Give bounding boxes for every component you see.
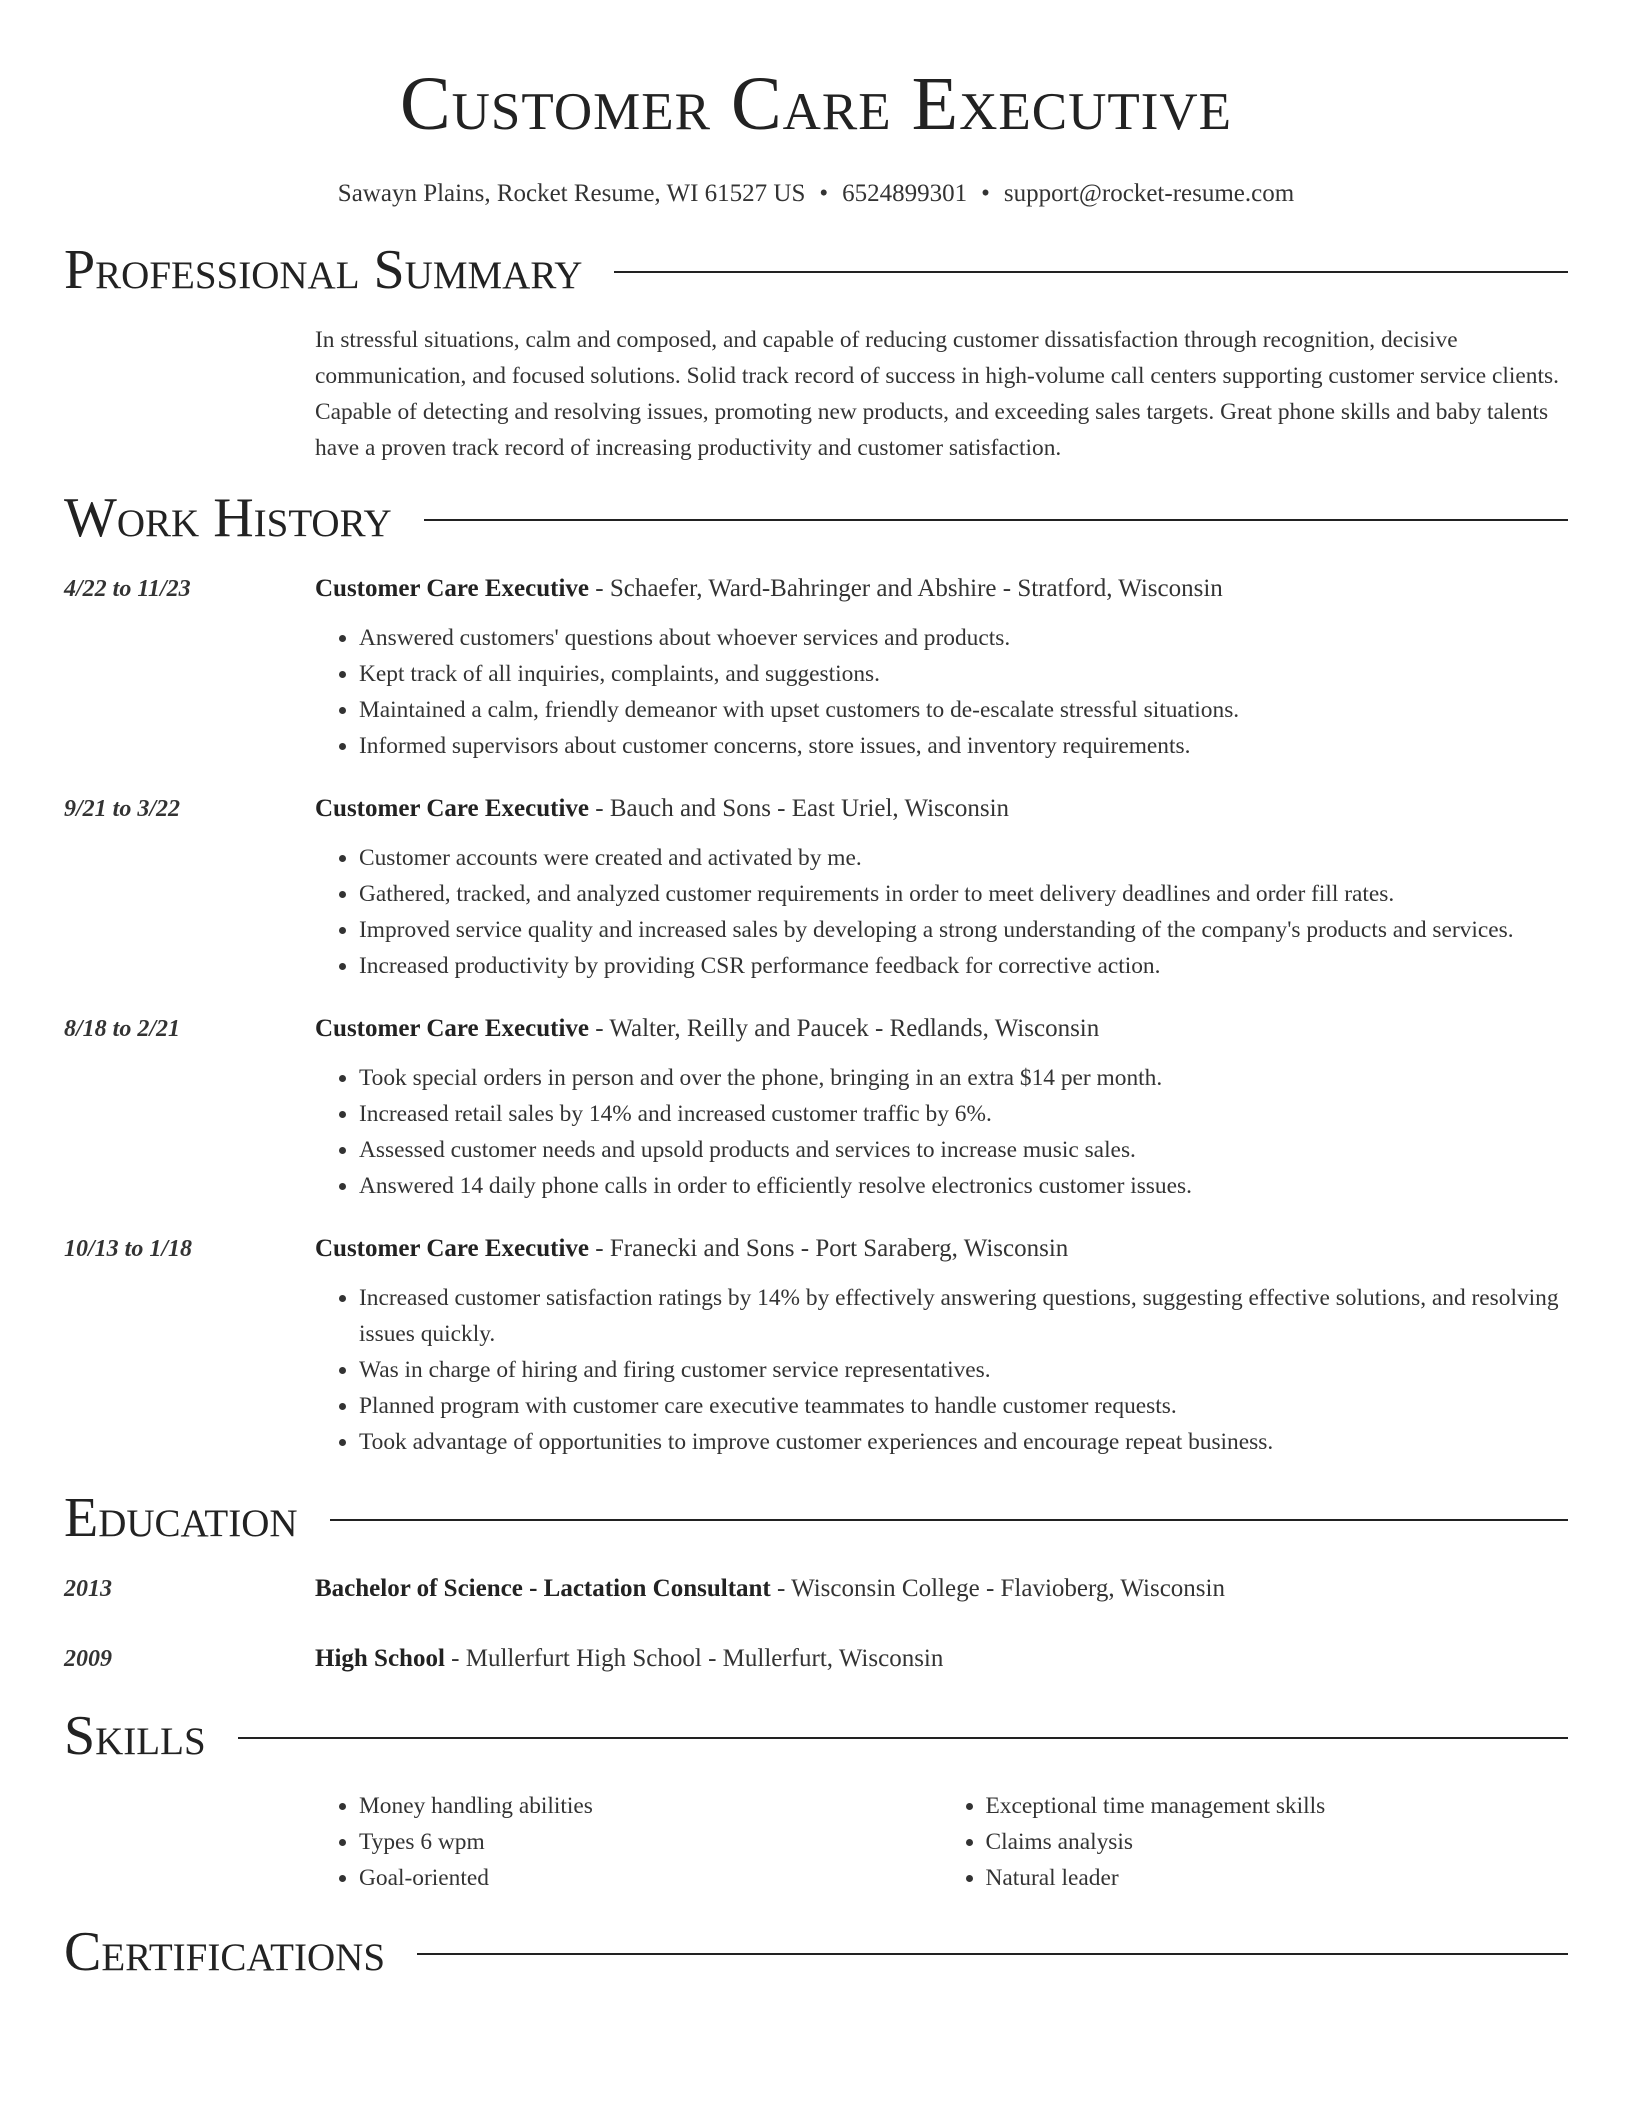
job-bullet: • Kept track of all inquiries, complaints, and suggestions. (359, 656, 1568, 692)
skill-item: • Exceptional time management skills (986, 1788, 1569, 1824)
job-bullet: • Maintained a calm, friendly demeanor with upset customers to de-escalate stressful situations. (359, 692, 1568, 728)
section-title-work: Work History (64, 487, 392, 549)
section-divider (417, 1953, 1568, 1955)
job-bullet: • Took advantage of opportunities to improve customer experiences and encourage repeat business. (359, 1424, 1568, 1460)
job-employer: - Schaefer, Ward-Bahringer and Abshire - Stratford, Wisconsin (589, 575, 1223, 602)
job-entry (64, 1012, 1568, 1204)
skill-item: • Types 6 wpm (359, 1824, 942, 1860)
education-section-header (64, 1488, 1568, 1548)
job-bullet: • Gathered, tracked, and analyzed customer requirements in order to meet delivery deadlines and order fill rates. (359, 876, 1568, 912)
job-body (315, 572, 1568, 764)
job-bullets (315, 1280, 1568, 1460)
job-employer: - Bauch and Sons - East Uriel, Wisconsin (589, 795, 1010, 822)
skills-column-left (315, 1788, 942, 1896)
job-dates: 9/21 to 3/22 (64, 796, 181, 822)
education-school: - Wisconsin College - Flavioberg, Wisconsin (770, 1575, 1225, 1602)
certifications-section-header (64, 1922, 1568, 1982)
phone-text: 6524899301 (842, 180, 968, 207)
section-title-certifications: Certifications (64, 1921, 386, 1983)
job-body (315, 1012, 1568, 1204)
education-body (315, 1572, 1568, 1606)
section-title-skills: Skills (64, 1705, 206, 1767)
job-bullet: • Increased retail sales by 14% and increased customer traffic by 6%. (359, 1096, 1568, 1132)
summary-section-header (64, 240, 1568, 300)
job-role: Customer Care Executive (315, 795, 590, 822)
job-bullets (315, 620, 1568, 764)
job-bullet: • Planned program with customer care executive teammates to handle customer requests. (359, 1388, 1568, 1424)
job-role: Customer Care Executive (315, 1015, 590, 1042)
job-bullet: • Answered customers' questions about whoever services and products. (359, 620, 1568, 656)
education-year: 2013 (64, 1576, 112, 1602)
education-year: 2009 (64, 1646, 112, 1672)
job-title-line (315, 1232, 1568, 1266)
skill-item: • Goal-oriented (359, 1860, 942, 1896)
job-entry (64, 1232, 1568, 1460)
job-dates: 10/13 to 1/18 (64, 1236, 193, 1262)
job-entry (64, 792, 1568, 984)
job-bullet: • Customer accounts were created and activated by me. (359, 840, 1568, 876)
job-title-line (315, 572, 1568, 606)
education-entry (64, 1642, 1568, 1676)
job-bullet: • Informed supervisors about customer concerns, store issues, and inventory requirements. (359, 728, 1568, 764)
job-entry (64, 572, 1568, 764)
job-employer: - Franecki and Sons - Port Saraberg, Wisconsin (589, 1235, 1069, 1262)
skills-section-header (64, 1706, 1568, 1766)
skill-item: • Natural leader (986, 1860, 1569, 1896)
job-bullet: • Was in charge of hiring and firing customer service representatives. (359, 1352, 1568, 1388)
education-entry (64, 1572, 1568, 1606)
address-text: Sawayn Plains, Rocket Resume, WI 61527 US (337, 180, 806, 207)
section-title-summary: Professional Summary (64, 239, 583, 301)
job-bullet: • Assessed customer needs and upsold products and services to increase music sales. (359, 1132, 1568, 1168)
job-bullets (315, 840, 1568, 984)
section-title-education: Education (64, 1487, 298, 1549)
job-bullet: • Took special orders in person and over the phone, bringing in an extra $14 per month. (359, 1060, 1568, 1096)
skill-item: • Money handling abilities (359, 1788, 942, 1824)
job-bullet: • Answered 14 daily phone calls in order to efficiently resolve electronics customer issues. (359, 1168, 1568, 1204)
job-bullet: • Improved service quality and increased sales by developing a strong understanding of the company's products and services. (359, 912, 1568, 948)
job-bullet: • Increased customer satisfaction ratings by 14% by effectively answering questions, suggesting effective solutions, and resolving issues quickly. (359, 1280, 1568, 1352)
work-section-header (64, 488, 1568, 548)
skill-item: • Claims analysis (986, 1824, 1569, 1860)
education-title-line (315, 1642, 1568, 1676)
education-title-line (315, 1572, 1568, 1606)
candidate-title: Customer Care Executive (399, 62, 1233, 146)
summary-text: In stressful situations, calm and composed, and capable of reducing customer dissatisfaction through recognition, decisive communication, and focused solutions. Solid track record of success in high-volume call centers supporting customer service clients. Capable of detecting and resolving issues, promoting new products, and exceeding sales targets. Great phone skills and baby talents have a proven track record of increasing productivity and customer satisfaction. (315, 327, 1559, 461)
education-degree: Bachelor of Science - Lactation Consultant (315, 1575, 771, 1602)
job-dates: 8/18 to 2/21 (64, 1016, 181, 1042)
education-body (315, 1642, 1568, 1676)
resume-page (64, 0, 1568, 1982)
job-role: Customer Care Executive (315, 1235, 590, 1262)
section-divider (238, 1737, 1568, 1739)
job-body (315, 1232, 1568, 1460)
email-link[interactable]: support@rocket-resume.com (1003, 180, 1295, 207)
section-divider (330, 1519, 1568, 1521)
job-dates: 4/22 to 11/23 (64, 576, 191, 602)
section-divider (424, 519, 1568, 521)
job-title-line (315, 792, 1568, 826)
job-bullets (315, 1060, 1568, 1204)
separator: • (819, 180, 829, 207)
job-body (315, 792, 1568, 984)
separator: • (981, 180, 990, 207)
skills-columns (315, 1788, 1568, 1896)
job-role: Customer Care Executive (315, 575, 590, 602)
section-divider (614, 271, 1568, 273)
job-employer: - Walter, Reilly and Paucek - Redlands, Wisconsin (589, 1015, 1100, 1042)
job-title-line (315, 1012, 1568, 1046)
contact-line (64, 178, 1568, 210)
skills-column-right (942, 1788, 1569, 1896)
education-degree: High School (315, 1645, 445, 1672)
education-list (64, 1572, 1568, 1676)
education-school: - Mullerfurt High School - Mullerfurt, Wisconsin (444, 1645, 944, 1672)
job-bullet: • Increased productivity by providing CSR performance feedback for corrective action. (359, 948, 1568, 984)
